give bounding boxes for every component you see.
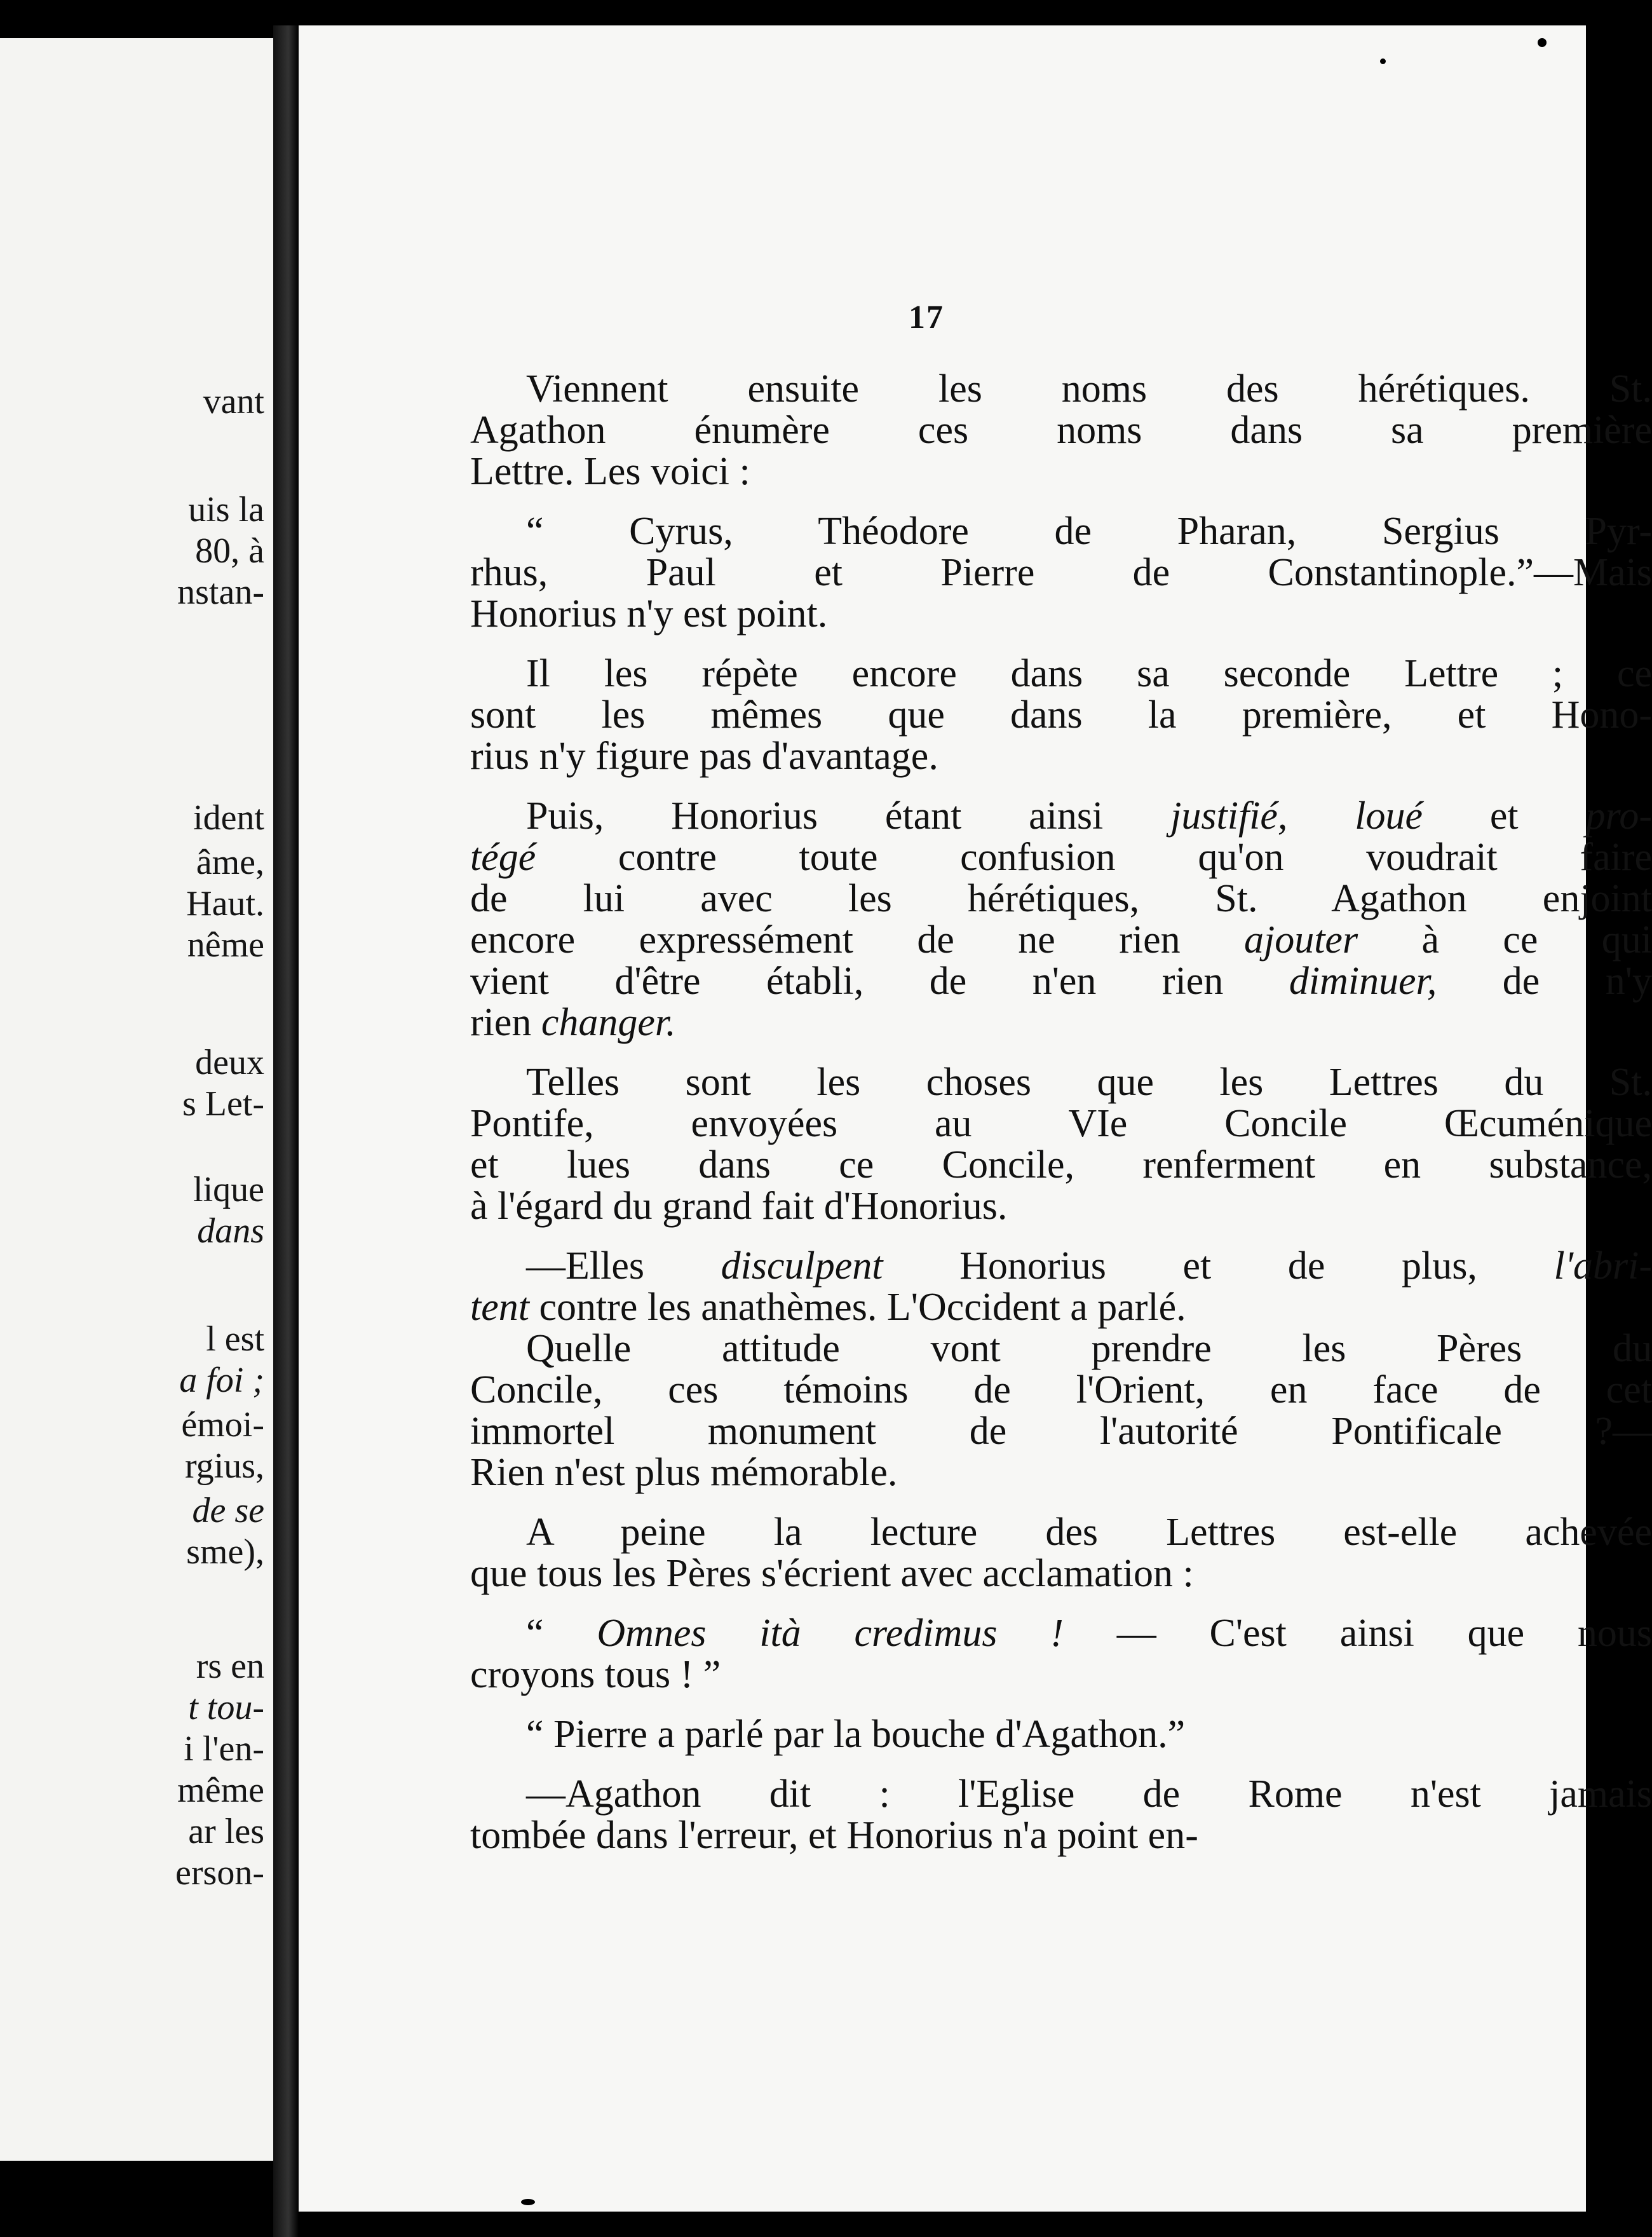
text-line: —Elles disculpent Honorius et de plus, l'abri- (526, 1244, 1652, 1288)
text-line: sont les mêmes que dans la première, et Hono- (470, 693, 1652, 737)
paragraph (470, 1246, 1652, 1328)
book-gutter (273, 25, 299, 2237)
left-page-fragment: uis la (188, 490, 264, 529)
left-page-fragment: émoi- (181, 1405, 264, 1445)
left-page-fragment: nême (187, 925, 264, 965)
text-line: tégé contre toute confusion qu'on voudrait faire (470, 836, 1652, 879)
left-page-fragment: dans (197, 1211, 264, 1251)
paragraph (470, 369, 1652, 493)
left-page-fragment: t tou- (188, 1688, 264, 1727)
paragraph (470, 1328, 1652, 1493)
left-page-fragment: erson- (175, 1853, 264, 1893)
left-page-fragment: sme), (186, 1532, 264, 1572)
text-line: et lues dans ce Concile, renferment en substance, (470, 1143, 1652, 1186)
dust-speck (1380, 58, 1386, 64)
text-line: —Agathon dit : l'Eglise de Rome n'est jamais (526, 1772, 1652, 1816)
left-page-fragment: vant (203, 382, 264, 421)
text-line: tombée dans l'erreur, et Honorius n'a point en- (470, 1814, 1198, 1857)
text-line: rius n'y figure pas d'avantage. (470, 735, 938, 778)
text-line: Honorius n'y est point. (470, 592, 828, 636)
left-page-fragment: l est (206, 1319, 264, 1359)
text-line: vient d'être établi, de n'en rien diminuer, de n'y (470, 960, 1652, 1003)
paragraph (470, 1774, 1652, 1856)
text-line: “ Omnes ità credimus ! — C'est ainsi que nous (526, 1612, 1652, 1655)
dust-speck (1538, 38, 1547, 47)
left-page-fragment: âme, (196, 843, 264, 882)
text-line: Lettre. Les voici : (470, 450, 750, 493)
text-line: encore expressément de ne rien ajouter à ce qui (470, 918, 1652, 962)
left-page-fragment: ident (193, 798, 264, 838)
paragraph (470, 511, 1652, 635)
left-page-fragment: rgius, (185, 1446, 264, 1486)
left-page-fragment: deux (195, 1043, 264, 1082)
text-line: “ Pierre a parlé par la bouche d'Agathon.” (526, 1713, 1186, 1756)
left-page-fragment: Haut. (186, 884, 264, 923)
paragraph (470, 1714, 1652, 1755)
paragraph (470, 1062, 1652, 1227)
text-line: Il les répète encore dans sa seconde Lettre ; ce (526, 652, 1652, 695)
left-page-fragment: ar les (188, 1812, 264, 1851)
paragraph (470, 1613, 1652, 1696)
left-page-fragment: a foi ; (179, 1361, 264, 1400)
text-line: “ Cyrus, Théodore de Pharan, Sergius Pyr- (526, 510, 1652, 553)
left-page-fragment: s Let- (182, 1084, 264, 1124)
left-page-fragment: lique (193, 1170, 264, 1209)
text-line: croyons tous ! ” (470, 1653, 721, 1696)
text-line: immortel monument de l'autorité Pontificale ?— (470, 1410, 1652, 1453)
text-line: Quelle attitude vont prendre les Pères du (526, 1327, 1652, 1370)
left-page-fragment: nstan- (177, 573, 264, 612)
text-line: rhus, Paul et Pierre de Constantinople.”—Mais (470, 551, 1652, 594)
left-page-fragment: rs en (196, 1647, 264, 1686)
left-facing-page (0, 38, 273, 2161)
paragraph (470, 796, 1652, 1044)
text-line: Pontife, envoyées au VIe Concile Œcuménique (470, 1102, 1652, 1145)
text-line: que tous les Pères s'écrient avec acclamation : (470, 1552, 1194, 1595)
paragraph (470, 1512, 1652, 1594)
text-line: Telles sont les choses que les Lettres du St. (526, 1061, 1652, 1104)
text-line: Rien n'est plus mémorable. (470, 1451, 898, 1494)
text-line: à l'égard du grand fait d'Honorius. (470, 1185, 1008, 1228)
text-line: Viennent ensuite les noms des hérétiques. St. (526, 367, 1652, 411)
text-line: tent contre les anathèmes. L'Occident a parlé. (470, 1286, 1186, 1329)
text-line: de lui avec les hérétiques, St. Agathon enjoint (470, 877, 1652, 920)
dust-speck (521, 2199, 535, 2205)
body-text (470, 369, 1652, 1875)
text-line: Agathon énumère ces noms dans sa première (470, 409, 1652, 452)
left-page-fragment: de se (192, 1491, 264, 1530)
left-page-fragment: 80, à (195, 531, 264, 571)
text-line: Puis, Honorius étant ainsi justifié, loué et pro- (526, 794, 1652, 838)
left-page-fragment: même (177, 1771, 264, 1810)
right-page (299, 25, 1652, 2212)
text-line: A peine la lecture des Lettres est-elle achevée (526, 1511, 1652, 1554)
left-page-fragment: i l'en- (184, 1729, 264, 1769)
text-line: rien changer. (470, 1001, 676, 1044)
page-number: 17 (909, 299, 944, 336)
text-line: Concile, ces témoins de l'Orient, en face de cet (470, 1368, 1652, 1411)
paragraph (470, 653, 1652, 777)
